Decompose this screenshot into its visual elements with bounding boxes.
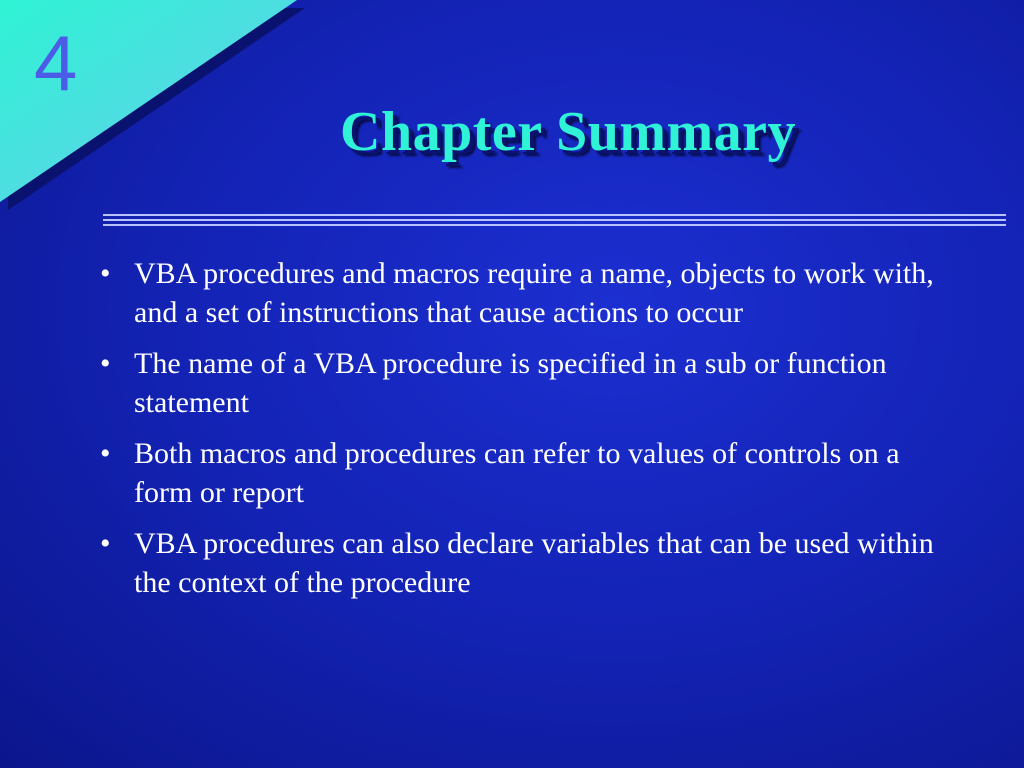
- bullet-item: [98, 434, 958, 512]
- bullet-item: [98, 524, 958, 602]
- bullet-dot-icon: •: [100, 347, 111, 380]
- bullet-dot-icon: •: [100, 257, 111, 290]
- bullet-text: VBA procedures and macros require a name, objects to work with, and a set of instructions that cause actions to occur: [134, 257, 934, 329]
- bullet-dot-icon: •: [100, 527, 111, 560]
- chapter-number: 4: [34, 19, 78, 107]
- bullet-text: Both macros and procedures can refer to values of controls on a form or report: [134, 437, 900, 509]
- bullet-item: [98, 344, 958, 422]
- bullet-dot-icon: •: [100, 437, 111, 470]
- bullet-text: VBA procedures can also declare variables that can be used within the context of the procedure: [134, 527, 934, 599]
- bullet-list: [98, 254, 958, 614]
- bullet-item: [98, 254, 958, 332]
- title-divider: [103, 214, 1006, 226]
- bullet-text: The name of a VBA procedure is specified in a sub or function statement: [134, 347, 887, 419]
- slide-title: Chapter Summary: [340, 101, 797, 163]
